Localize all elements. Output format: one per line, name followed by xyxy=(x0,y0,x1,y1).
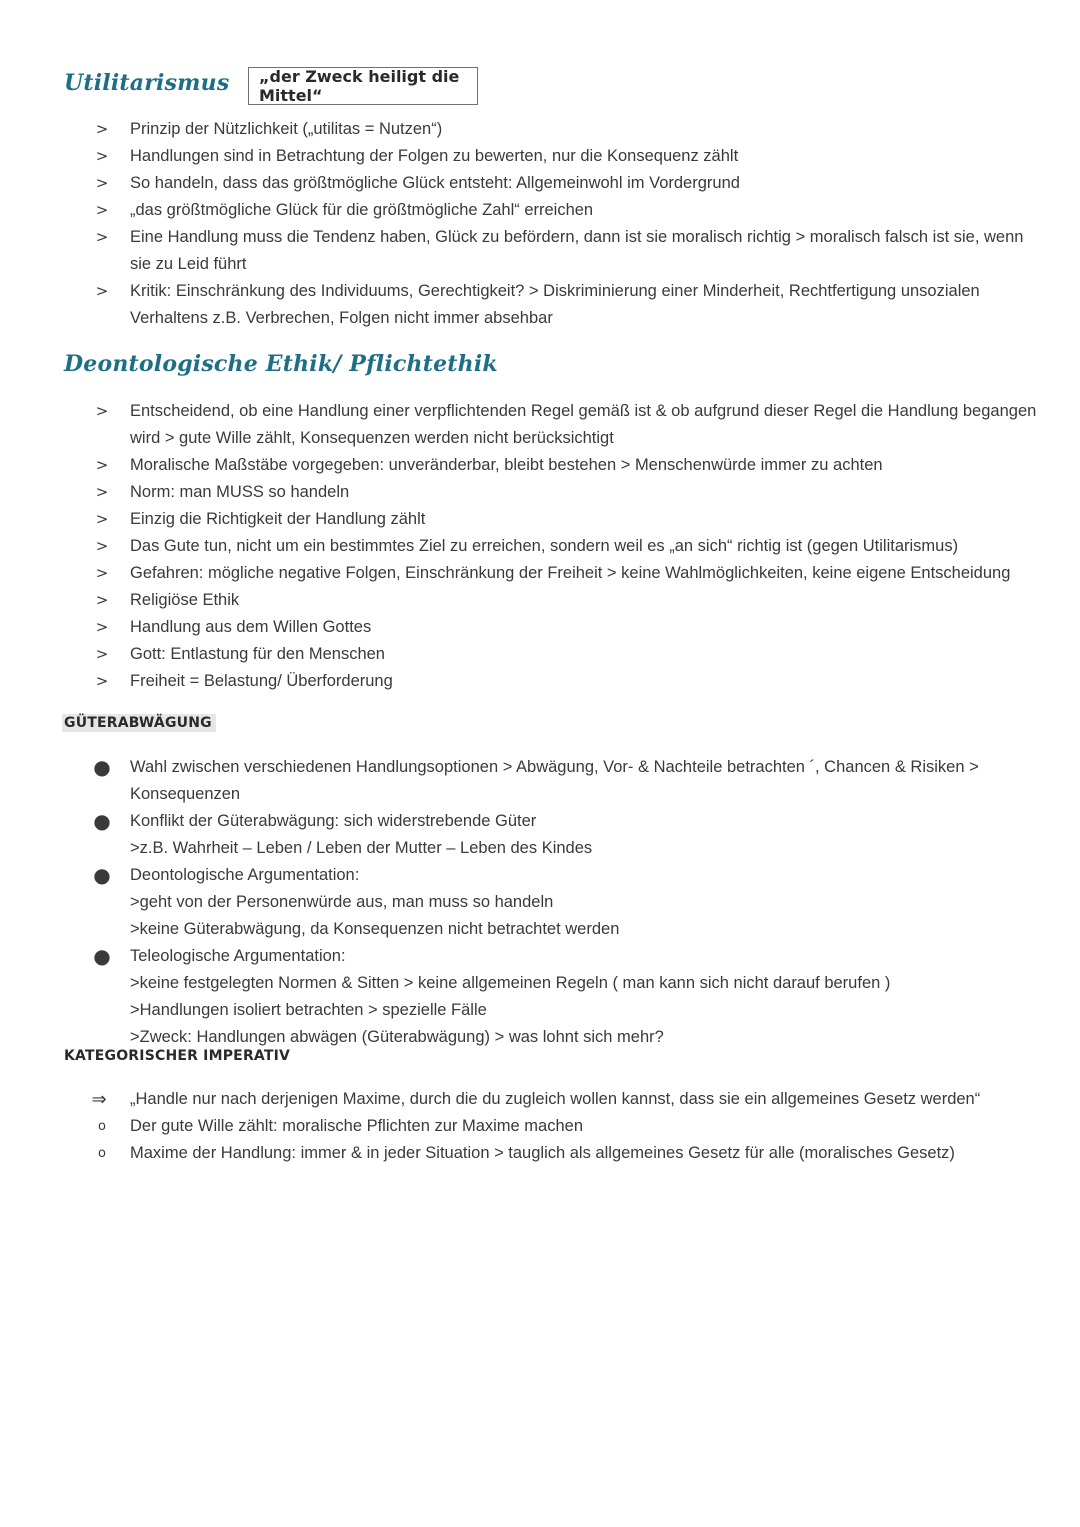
arrow-icon: > xyxy=(95,282,109,300)
gueterabwaegung-list xyxy=(90,754,1040,1051)
list-item: > Kritik: Einschränkung des Individuums, Gerechtigkeit? > Diskriminierung einer Minderheit, Rechtfertigung unsozialen Verhaltens z.B. Verbrechen, Folgen nicht immer absehbar xyxy=(90,278,1040,332)
list-item: > „das größtmögliche Glück für die größtmögliche Zahl“ erreichen xyxy=(90,197,1040,224)
arrow-icon: > xyxy=(95,174,109,192)
implies-arrow-icon: ⇒ xyxy=(91,1089,107,1110)
arrow-icon: > xyxy=(95,510,109,528)
list-item: o Der gute Wille zählt: moralische Pflichten zur Maxime machen xyxy=(90,1113,1040,1140)
list-item: > Moralische Maßstäbe vorgegeben: unveränderbar, bleibt bestehen > Menschenwürde immer zu achten xyxy=(90,452,1040,479)
gueterabwaegung-heading: GÜTERABWÄGUNG xyxy=(62,714,216,732)
circle-bullet-icon: o xyxy=(98,1146,106,1161)
list-item: > Gefahren: mögliche negative Folgen, Einschränkung der Freiheit > keine Wahlmöglichkeiten, keine eigene Entscheidung xyxy=(90,560,1040,587)
circle-bullet-icon: o xyxy=(98,1119,106,1134)
arrow-icon: > xyxy=(95,564,109,582)
list-item: > Norm: man MUSS so handeln xyxy=(90,479,1040,506)
arrow-icon: > xyxy=(95,672,109,690)
arrow-icon: > xyxy=(95,120,109,138)
list-item: > Prinzip der Nützlichkeit („utilitas = Nutzen“) xyxy=(90,116,1040,143)
bullet-icon: ● xyxy=(93,755,111,779)
arrow-icon: > xyxy=(95,483,109,501)
arrow-icon: > xyxy=(95,402,109,420)
arrow-icon: > xyxy=(95,228,109,246)
list-item: > Religiöse Ethik xyxy=(90,587,1040,614)
bullet-icon: ● xyxy=(93,944,111,968)
arrow-icon: > xyxy=(95,456,109,474)
arrow-icon: > xyxy=(95,645,109,663)
utilitarismus-list xyxy=(90,116,1040,332)
list-item: ● Wahl zwischen verschiedenen Handlungsoptionen > Abwägung, Vor- & Nachteile betrachten ´, Chancen & Risiken > Konsequenzen xyxy=(90,754,1040,808)
quote-box: „der Zweck heiligt die Mittel“ xyxy=(248,67,478,105)
arrow-icon: > xyxy=(95,537,109,555)
arrow-icon: > xyxy=(95,591,109,609)
deontologie-list xyxy=(90,398,1040,695)
list-item: > Handlung aus dem Willen Gottes xyxy=(90,614,1040,641)
list-item: > Entscheidend, ob eine Handlung einer verpflichtenden Regel gemäß ist & ob aufgrund dieser Regel die Handlung begangen wird > gute Wille zählt, Konsequenzen werden nicht berücksichtigt xyxy=(90,398,1040,452)
utilitarismus-heading: Utilitarismus xyxy=(64,70,230,96)
list-item: ⇒ „Handle nur nach derjenigen Maxime, durch die du zugleich wollen kannst, dass sie ein allgemeines Gesetz werden“ xyxy=(90,1086,1040,1113)
kategorisch-list xyxy=(90,1086,1040,1167)
kategorisch-heading: KATEGORISCHER IMPERATIV xyxy=(64,1048,291,1064)
list-item: > Das Gute tun, nicht um ein bestimmtes Ziel zu erreichen, sondern weil es „an sich“ richtig ist (gegen Utilitarismus) xyxy=(90,533,1040,560)
list-item: > So handeln, dass das größtmögliche Glück entsteht: Allgemeinwohl im Vordergrund xyxy=(90,170,1040,197)
list-item: > Eine Handlung muss die Tendenz haben, Glück zu befördern, dann ist sie moralisch richtig > moralisch falsch ist sie, wenn sie zu Leid führt xyxy=(90,224,1040,278)
list-item: ● Konflikt der Güterabwägung: sich widerstrebende Güter >z.B. Wahrheit – Leben / Leben der Mutter – Leben des Kindes xyxy=(90,808,1040,862)
list-item: > Handlungen sind in Betrachtung der Folgen zu bewerten, nur die Konsequenz zählt xyxy=(90,143,1040,170)
list-item: > Freiheit = Belastung/ Überforderung xyxy=(90,668,1040,695)
list-item: > Gott: Entlastung für den Menschen xyxy=(90,641,1040,668)
list-item: > Einzig die Richtigkeit der Handlung zählt xyxy=(90,506,1040,533)
bullet-icon: ● xyxy=(93,809,111,833)
list-item: ● Teleologische Argumentation: >keine festgelegten Normen & Sitten > keine allgemeinen Regeln ( man kann sich nicht darauf berufen ) >Handlungen isoliert betrachten > spezielle Fälle >Zweck: Handlungen abwägen (Güterabwägung) > was lohnt sich mehr? xyxy=(90,943,1040,1051)
deontologie-heading: Deontologische Ethik/ Pflichtethik xyxy=(64,351,498,377)
arrow-icon: > xyxy=(95,618,109,636)
bullet-icon: ● xyxy=(93,863,111,887)
arrow-icon: > xyxy=(95,201,109,219)
list-item: o Maxime der Handlung: immer & in jeder Situation > tauglich als allgemeines Gesetz für alle (moralisches Gesetz) xyxy=(90,1140,1040,1167)
list-item: ● Deontologische Argumentation: >geht von der Personenwürde aus, man muss so handeln >keine Güterabwägung, da Konsequenzen nicht betrachtet werden xyxy=(90,862,1040,943)
arrow-icon: > xyxy=(95,147,109,165)
